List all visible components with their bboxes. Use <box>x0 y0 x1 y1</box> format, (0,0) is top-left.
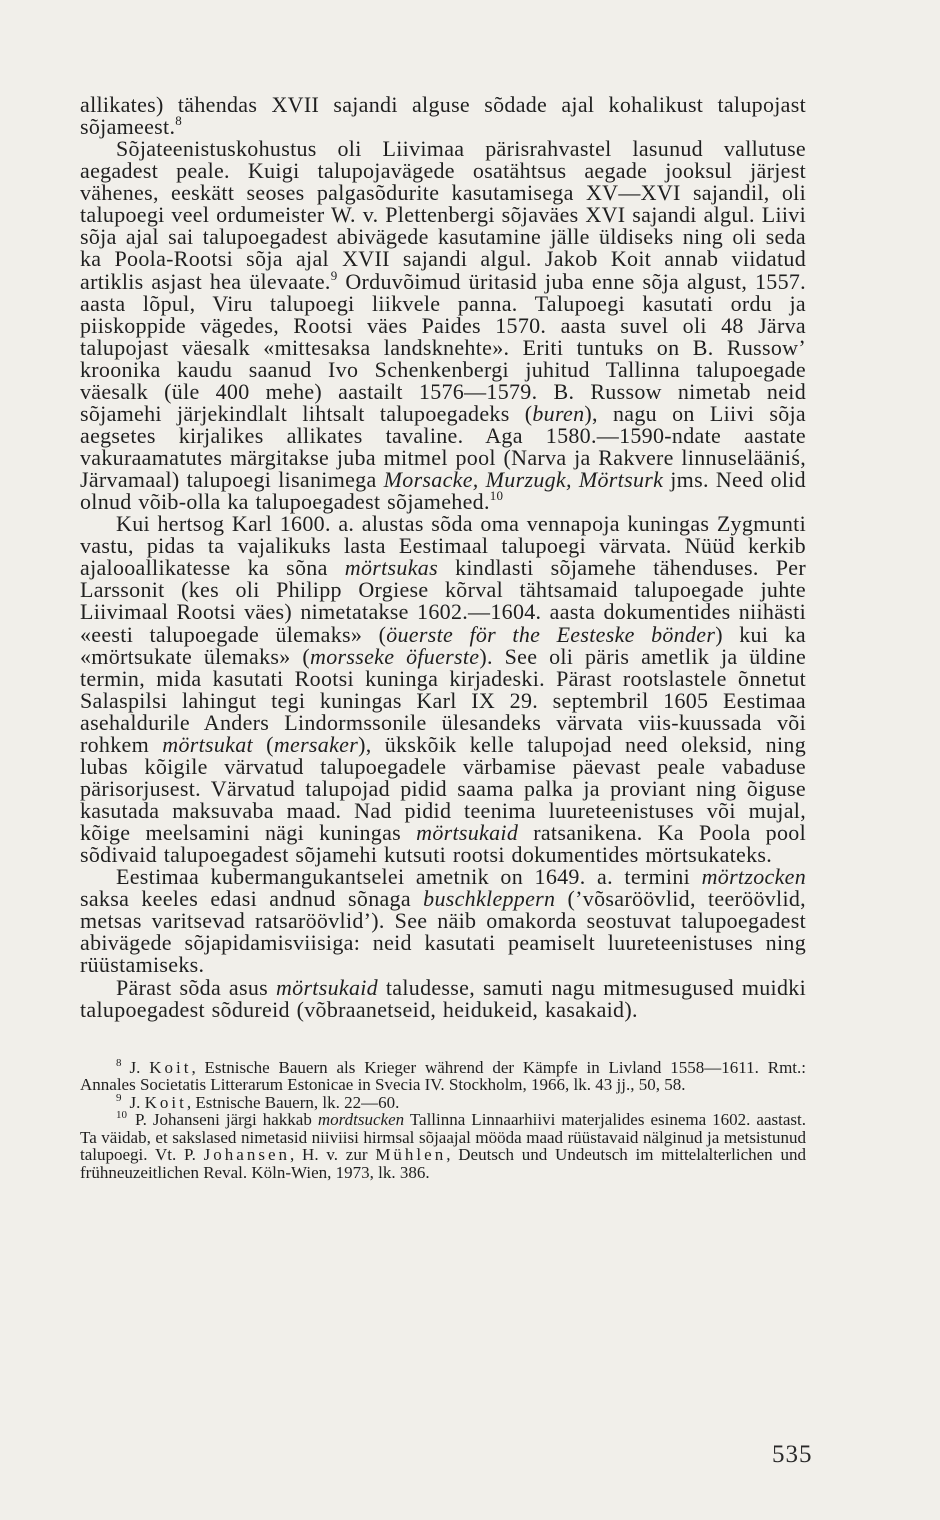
paragraph: Pärast sõda asus mörtsukaid taludesse, samuti nagu mitmesugused muidki talupoegadest sõdureid (võbraanetseid, heidukeid, kasakaid). <box>80 974 806 1022</box>
paragraph: Kui hertsog Karl 1600. a. alustas sõda oma vennapoja kuningas Zygmunti vastu, pidas ta vajalikuks lasta Eestimaal talupoegi värvata. Nüüd kerkib ajalooallikatesse ka sõna mörtsukas kindlasti sõjamehe tähenduses. Per Larssonit (kes oli Philipp Orgiese kõrval tähtsamaid talupoegade juhte Liivimaal Rootsi väes) nimetatakse 1602.—1604. aasta dokumentides niihästi «eesti talupoegade ülemaks» (öuerste för the Eesteske bönder) kui ka «mörtsukate ülemaks» (morsseke öfuerste). See oli päris ametlik ja üldine termin, mida kasutati Rootsi kuninga kirjadeski. Pärast rootslastele õnnetut Salaspilsi lahingut tegi kuningas Karl IX 29. septembril 1605 Eestimaa asehaldurile Anders Lindormssonile ülesandeks värvata viis-kuussada või rohkem mörtsukat (mersaker), ükskõik kelle talupojad need oleksid, ning lubas kõigile värvatud talupoegadele värbamise päevast peale vabaduse pärisorjusest. Värvatud talupojad pidid saama palka ja proviant ning õiguse kasutada maksuvaba maad. Nad pidid teenima luureteenistuses või mujal, kõige meelsamini nägi kuningas mörtsukaid ratsanikena. Ka Poola pool sõdivaid talupoegadest sõjamehi kutsuti rootsi dokumentides mörtsukateks. <box>80 511 807 868</box>
page-number: 535 <box>772 1441 813 1468</box>
paragraph: allikates) tähendas XVII sajandi alguse sõdade ajal kohalikust talupojast sõjameest.$^8$ <box>80 92 806 140</box>
paragraph: Eestimaa kubermangukantselei ametnik on 1649. a. termini mörtzocken saksa keeles edasi andnud sõnaga buschkleppern (’võsaröövlid, teeröövlid, metsas varitsevad ratsaröövlid’). See näib omakorda seostuvat talupoegadest abivägede sõjapidamisviisiga: neid kasutati peamiselt luureteenistuses ning rüüstamiseks. <box>80 864 806 978</box>
main-text <box>80 94 806 1021</box>
footnote: $^9$ J. Koit, Estnische Bauern, lk. 22—60. <box>116 1091 400 1112</box>
footnote: $^{10}$ P. Johanseni järgi hakkab mordtsucken Tallinna Linnaarhiivi materjalides esinema 1602. aastast. Ta väidab, et sakslased nimetasid niiviisi hirmsal sõjaajal mööda maad rüüstavaid nälginud ja metsistunud talupoegi. Vt. P. Johansen, H. v. zur Mühlen, Deutsch und Undeutsch im mittelalterlichen und frühneuzeitlichen Reval. Köln-Wien, 1973, lk. 386. <box>80 1109 806 1182</box>
page-content <box>80 94 806 1181</box>
footnotes <box>80 1056 806 1182</box>
footnote: $^8$ J. Koit, Estnische Bauern als Krieger während der Kämpfe in Livland 1558—1611. Rmt.: Annales Societatis Litterarum Estonicae in Svecia IV. Stockholm, 1966, lk. 43 jj., 50, 58. <box>80 1056 806 1095</box>
paragraph: Sõjateenistuskohustus oli Liivimaa pärisrahvastel lasunud vallutuse aegadest peale. Kuigi talupojavägede osatähtsus aegade jooksul järjest vähenes, eeskätt seoses palgasõdurite kasutamisega XV—XVI sajandil, oli talupoegi veel ordumeister W. v. Plettenbergi sõjaväes XVI sajandi algul. Liivi sõja ajal sai talupoegadest abivägede kasutamine jälle üldiseks ning oli seda ka Poola-Rootsi sõja ajal XVII sajandi algul. Jakob Koit annab viidatud artiklis asjast hea ülevaate.$^9$ Orduvõimud üritasid juba enne sõja algust, 1557. aasta lõpul, Viru talupoegi liikvele panna. Talupoegi kasutati ordu ja piiskoppide vägedes, Rootsi väes Paides 1570. aasta suvel oli 48 Järva talupojast väesalk «mittesaksa landsknehte». Eriti tuntuks on B. Russow’ kroonika kaudu saanud Ivo Schenkenbergi juhitud Tallinna talupoegade väesalk (üle 400 mehe) aastailt 1576—1579. B. Russow nimetab neid sõjamehi järjekindlalt lihtsalt talupoegadeks (buren), nagu on Liivi sõja aegsetes kirjalikes allikates tavaline. Aga 1580.—1590-ndate aastate vakuraamatutes märgitakse juba mitmel pool (Narva ja Rakvere linnuselääniś, Järvamaal) talupoegi lisanimega Morsacke, Murzugk, Mörtsurk jms. Need olid olnud võib-olla ka talupoegadest sõjamehed.$^{10}$ <box>80 136 806 515</box>
